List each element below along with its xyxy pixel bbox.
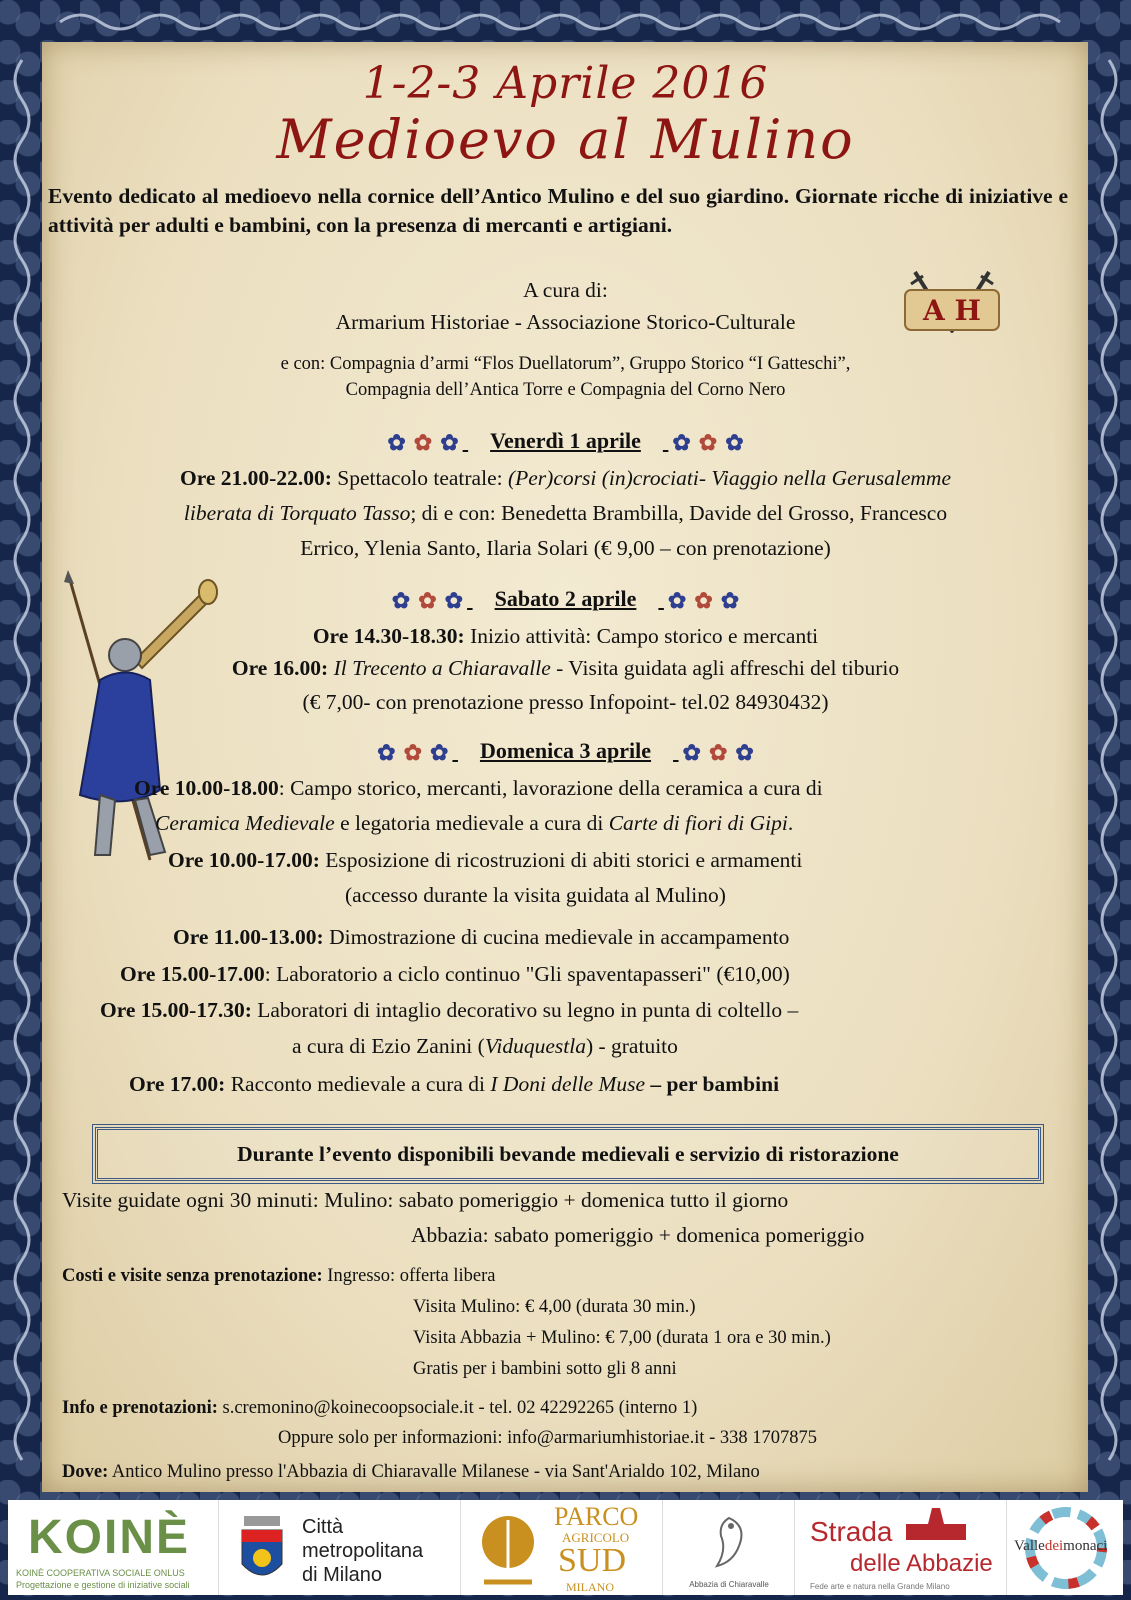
info-l1: s.cremonino@koinecoopsociale.it - tel. 02 42292265 (interno 1) xyxy=(217,1398,698,1418)
friday-event-line-3: Errico, Ylenia Santo, Ilaria Solari (€ 9,00 – con prenotazione) xyxy=(300,536,831,560)
flower-icon: ✿ xyxy=(403,739,423,765)
flower-icon: ✿ xyxy=(694,587,713,613)
flower-icon: ✿ xyxy=(391,587,411,613)
parco-line-1: PARCO xyxy=(554,1502,639,1531)
flower-icon: ✿ xyxy=(708,739,728,765)
sunday-event-5 xyxy=(100,998,798,1023)
flower-icon: ✿ xyxy=(720,587,740,613)
sunday-event-1 xyxy=(134,776,823,801)
costs-line-1 xyxy=(62,1266,495,1287)
flower-icon: ✿ xyxy=(387,429,406,455)
organizer-name: Armarium Historiae - Associazione Storico-Culturale xyxy=(335,310,796,334)
koine-subtitle-1: KOINÈ COOPERATIVA SOCIALE ONLUS xyxy=(16,1568,185,1578)
koine-subtitle-2: Progettazione e gestione di iniziative sociali xyxy=(16,1580,190,1590)
organizer-heading: A cura di: xyxy=(523,278,608,302)
sunday-e5-text2b: ) - gratuito xyxy=(585,1034,678,1058)
where-line xyxy=(62,1462,760,1483)
flower-icon: ✿ xyxy=(444,587,464,613)
sunday-e1-it1: Ceramica Medievale xyxy=(155,811,335,835)
citta-metropolitana-logo xyxy=(220,1500,461,1595)
abbey-bird-icon xyxy=(699,1510,759,1576)
partners-line-1: e con: Compagnia d’armi “Flos Duellatorum”, Gruppo Storico “I Gatteschi”, xyxy=(280,354,851,374)
sunday-e6-bold: – per bambini xyxy=(645,1072,780,1096)
friday-show-title: (Per)corsi (in)crociati- Viaggio nella Gerusalemme xyxy=(507,466,951,490)
sunday-event-2-line-2: (accesso durante la visita guidata al Mulino) xyxy=(345,883,726,907)
friday-time: Ore 21.00-22.00: xyxy=(179,466,332,490)
sunday-e2-time: Ore 10.00-17.00: xyxy=(168,848,320,872)
abbey-silhouette-icon xyxy=(896,1506,976,1542)
strada-line-2: delle Abbazie xyxy=(850,1550,993,1577)
sunday-e6-time: Ore 17.00: xyxy=(129,1072,226,1096)
costs-l1: Ingresso: offerta libera xyxy=(322,1266,496,1286)
tours-line-2: Abbazia: sabato pomeriggio + domenica pomeriggio xyxy=(411,1223,865,1247)
sponsor-logos-strip xyxy=(8,1500,1123,1595)
saturday-e2-title: Il Trecento a Chiaravalle xyxy=(328,656,551,680)
sunday-event-4 xyxy=(120,962,790,987)
sunday-e5-text2a: a cura di Ezio Zanini ( xyxy=(292,1034,485,1058)
sunday-heading xyxy=(0,738,1131,766)
flower-icon: ✿ xyxy=(377,739,396,765)
costs-line-3: Visita Abbazia + Mulino: € 7,00 (durata 1 ora e 30 min.) xyxy=(413,1328,831,1348)
citta-line-2: metropolitana xyxy=(302,1540,424,1562)
parco-line-4: MILANO xyxy=(566,1580,614,1594)
saturday-e1-time: Ore 14.30-18.30: xyxy=(312,624,465,648)
intro-text: Evento dedicato al medioevo nella cornice dell’Antico Mulino e del suo giardino. Giornate ricche di iniziative e attività per adulti e bambini, con la presenza di mercanti e artigiani. xyxy=(48,184,1068,237)
costs-line-2: Visita Mulino: € 4,00 (durata 30 min.) xyxy=(413,1297,696,1317)
flower-icon: ✿ xyxy=(430,739,449,765)
strada-delle-abbazie-logo xyxy=(796,1500,1007,1595)
partners-line-2: Compagnia dell’Antica Torre e Compagnia del Corno Nero xyxy=(345,380,786,400)
sunday-e1-text: : Campo storico, mercanti, lavorazione della ceramica a cura di xyxy=(278,776,823,800)
saturday-e1-text: Inizio attività: Campo storico e mercanti xyxy=(464,624,819,648)
flower-icon: ✿ xyxy=(698,429,718,455)
tours-line-1: Visite guidate ogni 30 minuti: Mulino: sabato pomeriggio + domenica tutto il giorno xyxy=(62,1188,789,1212)
flower-icon: ✿ xyxy=(725,429,744,455)
tree-leaf-icon xyxy=(476,1514,540,1586)
saturday-e2-text: - Visita guidata agli affreschi del tiburio xyxy=(550,656,900,680)
sunday-e1-text2: e legatoria medievale a cura di xyxy=(334,811,609,835)
sunday-e6-it: I Doni delle Muse xyxy=(490,1072,646,1096)
strada-line-1: Strada xyxy=(810,1516,893,1547)
friday-text-b: ; di e con: Benedetta Brambilla, Davide del Grosso, Francesco xyxy=(410,501,948,525)
flower-icon: ✿ xyxy=(413,429,433,455)
sunday-e5-it: Viduquestla xyxy=(484,1034,586,1058)
valle-text xyxy=(1014,1538,1107,1555)
sunday-e1-text3: . xyxy=(787,811,794,835)
sunday-event-3 xyxy=(173,925,789,950)
flower-icon: ✿ xyxy=(672,429,691,455)
sunday-e1-time: Ore 10.00-18.00 xyxy=(134,776,279,800)
friday-event-line-2 xyxy=(0,501,1131,526)
abbazia-chiaravalle-logo xyxy=(664,1500,795,1595)
info-label: Info e prenotazioni: xyxy=(62,1398,218,1418)
armarium-historiae-logo xyxy=(903,270,1001,344)
coat-of-arms-icon xyxy=(238,1516,286,1586)
citta-line-1: Città xyxy=(302,1516,344,1538)
sunday-e1-it2: Carte di fiori di Gipi xyxy=(608,811,788,835)
flower-icon: ✿ xyxy=(682,739,701,765)
costs-label: Costi e visite senza prenotazione: xyxy=(62,1266,323,1286)
saturday-event-2-line-2: (€ 7,00- con prenotazione presso Infopoint- tel.02 84930432) xyxy=(302,690,829,714)
friday-text-a: Spettacolo teatrale: xyxy=(331,466,508,490)
friday-label: Venerdì 1 aprile xyxy=(490,428,641,453)
valle-c: monaci xyxy=(1063,1538,1108,1554)
sunday-event-2 xyxy=(168,848,802,873)
sunday-event-5-line-2 xyxy=(292,1034,678,1059)
sunday-e3-text: Dimostrazione di cucina medievale in accampamento xyxy=(323,925,790,949)
costs-line-4: Gratis per i bambini sotto gli 8 anni xyxy=(413,1359,677,1379)
koine-logo-text: KOINÈ xyxy=(28,1511,191,1564)
sunday-event-1-line-2 xyxy=(155,811,793,836)
citta-line-3: di Milano xyxy=(302,1564,383,1586)
food-notice-box: Durante l’evento disponibili bevande medievali e servizio di ristorazione xyxy=(95,1127,1041,1181)
koine-logo xyxy=(8,1500,219,1595)
parco-line-3: SUD xyxy=(558,1542,627,1579)
saturday-e2-time: Ore 16.00: xyxy=(231,656,329,680)
flower-icon: ✿ xyxy=(418,587,437,613)
sunday-e2-text: Esposizione di ricostruzioni di abiti storici e armamenti xyxy=(319,848,803,872)
sunday-e5-text: Laboratori di intaglio decorativo su legno in punta di coltello – xyxy=(251,998,799,1022)
flower-icon: ✿ xyxy=(735,739,754,765)
parco-agricolo-sud-logo xyxy=(462,1500,663,1595)
sunday-e6-text: Racconto medievale a cura di xyxy=(225,1072,491,1096)
event-dates: 1-2-3 Aprile 2016 xyxy=(362,58,769,109)
info-line-1 xyxy=(62,1398,697,1419)
flower-icon: ✿ xyxy=(440,429,459,455)
valle-a: Valle xyxy=(1014,1538,1045,1554)
sunday-label: Domenica 3 aprile xyxy=(479,738,652,763)
sunday-e3-time: Ore 11.00-13.00: xyxy=(173,925,324,949)
friday-show-title-2: liberata di Torquato Tasso xyxy=(183,501,411,525)
sunday-e5-time: Ore 15.00-17.30: xyxy=(100,998,252,1022)
where-label: Dove: xyxy=(62,1462,109,1482)
friday-heading xyxy=(0,428,1131,456)
abbazia-caption: Abbazia di Chiaravalle xyxy=(689,1580,769,1589)
valle-b: dei xyxy=(1044,1538,1064,1554)
strada-line-3: Fede arte e natura nella Grande Milano xyxy=(810,1582,950,1591)
saturday-label: Sabato 2 aprile xyxy=(494,586,637,611)
where-text: Antico Mulino presso l'Abbazia di Chiaravalle Milanese - via Sant'Arialdo 102, Milano xyxy=(108,1462,760,1482)
parco-line-2: AGRICOLO xyxy=(562,1530,630,1545)
sunday-e4-text: : Laboratorio a ciclo continuo "Gli spaventapasseri" (€10,00) xyxy=(264,962,790,986)
info-line-2: Oppure solo per informazioni: info@armariumhistoriae.it - 338 1707875 xyxy=(278,1428,818,1448)
sunday-e4-time: Ore 15.00-17.00 xyxy=(120,962,265,986)
ah-logo-text: A H xyxy=(923,294,981,327)
sunday-event-6 xyxy=(129,1072,779,1097)
friday-event-line-1 xyxy=(0,466,1131,491)
valle-dei-monaci-logo xyxy=(1008,1500,1123,1595)
flower-icon: ✿ xyxy=(667,587,687,613)
event-title: Medioevo al Mulino xyxy=(276,108,855,171)
